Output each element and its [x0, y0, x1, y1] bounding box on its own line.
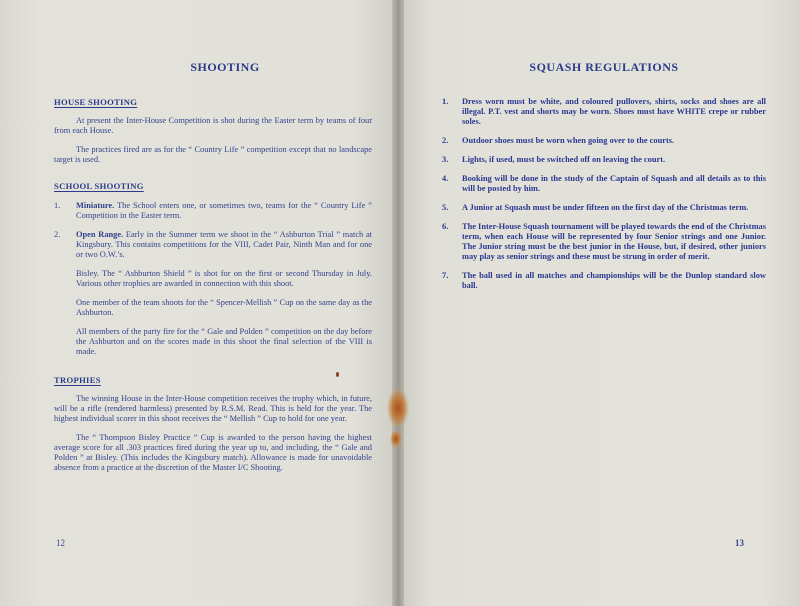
- page-title-shooting: SHOOTING: [190, 60, 260, 74]
- item-number: 1.: [54, 201, 61, 210]
- right-page: [398, 0, 800, 606]
- rule-text: Dress worn must be white, and coloured pullovers, shirts, socks and shoes are all illegal. P.T. vest and shorts may be worn. Shoes must have WHITE crepe or rubber soles.: [462, 97, 766, 126]
- house-shooting-paragraph-1: At present the Inter-House Competition is shot during the Easter term by teams of four from each House.: [54, 116, 372, 135]
- item-lead: Miniature.: [76, 201, 115, 210]
- book-gutter: [392, 0, 404, 606]
- rule-number: 4.: [442, 174, 449, 183]
- heading-trophies: TROPHIES: [54, 375, 101, 385]
- rust-stain: [387, 388, 409, 428]
- item-lead: Open Range.: [76, 230, 124, 239]
- page-number-left: 12: [56, 538, 65, 548]
- squash-rule-1: [442, 97, 766, 127]
- spencer-mellish-paragraph: One member of the team shoots for the “ Spencer-Mellish ” Cup on the same day as the Ashburton.: [76, 298, 372, 317]
- squash-rule-2: [442, 136, 766, 146]
- rule-text: A Junior at Squash must be under fifteen on the first day of the Christmas term.: [462, 203, 749, 212]
- rule-text: Outdoor shoes must be worn when going over to the courts.: [462, 136, 675, 145]
- rule-number: 1.: [442, 97, 449, 106]
- rule-text: The Inter-House Squash tournament will be played towards the end of the Christmas term, when each House will be represented by four Senior strings and one Junior. The Junior string must be the best junior in the House, but, if desired, other juniors may play as senior strings and these must be strung in order of merit.: [462, 222, 766, 261]
- rule-text: Lights, if used, must be switched off on leaving the court.: [462, 155, 666, 164]
- item-text: Early in the Summer term we shoot in the “ Ashburton Trial ” match at Kingsbury. This contains competitions for the VIII, Cadet Pair, Ninth Man and for one or two O.W.’s.: [76, 230, 372, 259]
- heading-house-shooting: HOUSE SHOOTING: [54, 97, 138, 107]
- school-shooting-item-1: [54, 201, 372, 221]
- rule-number: 2.: [442, 136, 449, 145]
- squash-rule-5: [442, 203, 766, 213]
- squash-rule-3: [442, 155, 766, 165]
- school-shooting-item-2: [54, 230, 372, 260]
- page-title-squash: SQUASH REGULATIONS: [529, 60, 679, 74]
- rule-number: 6.: [442, 222, 449, 231]
- rule-number: 7.: [442, 271, 449, 280]
- rule-number: 3.: [442, 155, 449, 164]
- bisley-paragraph: Bisley. The “ Ashburton Shield ” is shot for on the first or second Thursday in July. Various other trophies are awarded in connection with this shoot.: [76, 269, 372, 288]
- left-page: [0, 0, 398, 606]
- gale-polden-paragraph: All members of the party fire for the “ Gale and Polden ” competition on the day before the Ashburton and on the scores made in this shoot the final selection of the VIII is made.: [76, 327, 372, 356]
- trophies-paragraph-1: The winning House in the Inter-House competition receives the trophy which, in future, will be a rifle (rendered harmless) presented by R.S.M. Read. This is held for the year. The highest individual scorer in this shoot receives the “ Mellish ” Cup to hold for one year.: [54, 394, 372, 423]
- rust-stain-small: [390, 430, 402, 448]
- rule-text: Booking will be done in the study of the Captain of Squash and all details as to this will be posted by him.: [462, 174, 766, 193]
- squash-rule-4: [442, 174, 766, 194]
- item-number: 2.: [54, 230, 61, 239]
- heading-school-shooting: SCHOOL SHOOTING: [54, 181, 144, 191]
- rule-number: 5.: [442, 203, 449, 212]
- squash-rule-7: [442, 271, 766, 291]
- rule-text: The ball used in all matches and championships will be the Dunlop standard slow ball.: [462, 271, 766, 290]
- ink-speck: [336, 372, 339, 377]
- page-number-right: 13: [735, 538, 744, 548]
- trophies-paragraph-2: The “ Thompson Bisley Practice ” Cup is awarded to the person having the highest average score for all .303 practices fired during the year up to, and including, the “ Gale and Polden ” at Bisley. (This includes the Kingsbury match). Allowance is made for unavoidable absence from a practice at the discretion of the Master I/C Shooting.: [54, 433, 372, 472]
- house-shooting-paragraph-2: The practices fired are as for the “ Country Life ” competition except that no landscape target is used.: [54, 145, 372, 164]
- item-text: The School enters one, or sometimes two, teams for the “ Country Life ” Competition in the Easter term.: [76, 201, 372, 220]
- squash-rule-6: [442, 222, 766, 262]
